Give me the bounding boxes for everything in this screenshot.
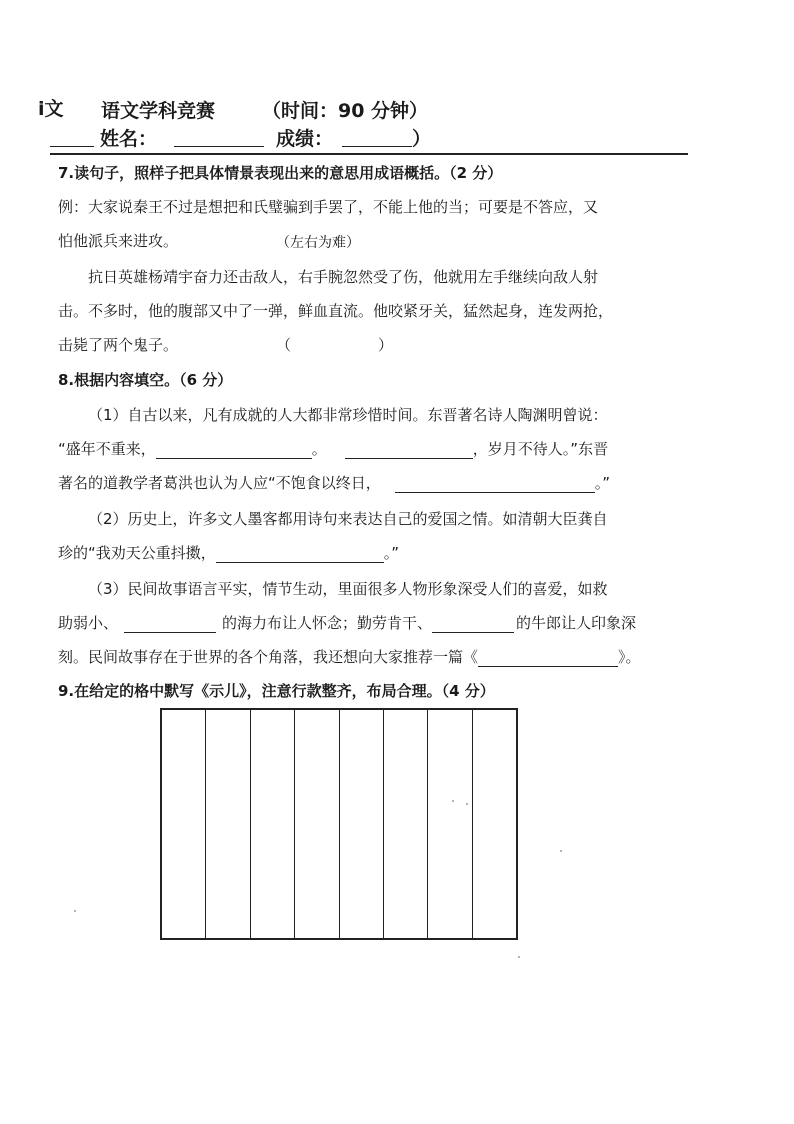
name-label: 姓名：: [100, 128, 158, 150]
scan-speck: [452, 800, 454, 802]
q8-blank-7[interactable]: [478, 648, 618, 667]
q7-para-line1: 抗日英雄杨靖宇奋力还击敌人，右手腕忽然受了伤，他就用左手继续向敌人射: [88, 268, 599, 286]
grid-column[interactable]: [384, 710, 428, 938]
scan-speck: [74, 910, 76, 912]
q8-p3-line2-a: 助弱小、: [58, 614, 119, 632]
q7-para-line2: 击。不多时，他的腹部又中了一弹，鲜血直流。他咬紧牙关，猛然起身，连发两抢，: [58, 302, 614, 320]
q7-example-answer: （左右为难）: [276, 235, 360, 251]
q8-title: 8.根据内容填空。（6 分）: [58, 371, 233, 389]
q8-p1-line3-a: 著名的道教学者葛洪也认为人应“不饱食以终日，: [58, 474, 381, 492]
q8-p1-line3-b: 。”: [594, 474, 611, 492]
q7-para-line3: 击毙了两个鬼子。: [58, 336, 179, 354]
grid-column[interactable]: [295, 710, 339, 938]
q8-p1-line2-c: ，岁月不待人。”东晋: [472, 440, 609, 458]
poem-writing-grid: [160, 708, 518, 940]
q8-blank-3[interactable]: [395, 474, 595, 493]
score-blank: [342, 146, 412, 147]
subject-fragment: i文: [38, 98, 64, 120]
q7-title: 7.读句子，照样子把具体情景表现出来的意思用成语概括。（2 分）: [58, 164, 503, 182]
q8-blank-2[interactable]: [345, 440, 473, 459]
exam-title: 语文学科竞赛: [101, 100, 216, 122]
q9-title: 9.在给定的格中默写《示儿》，注意行款整齐，布局合理。（4 分）: [58, 682, 495, 700]
q7-example-line1: 例：大家说秦王不过是想把和氏璧骗到手罢了，不能上他的当；可要是不答应，又: [58, 198, 599, 216]
grid-column[interactable]: [251, 710, 295, 938]
time-note: （时间：90 分钟）: [262, 100, 429, 122]
q7-answer-close: ）: [378, 336, 394, 354]
q7-answer-open: （: [276, 336, 292, 354]
grid-column[interactable]: [162, 710, 206, 938]
q8-blank-4[interactable]: [216, 544, 384, 563]
score-label: 成绩：: [276, 128, 334, 150]
q8-p2-line1: （2）历史上，许多文人墨客都用诗句来表达自己的爱国之情。如清朝大臣龚自: [88, 510, 608, 528]
grid-column[interactable]: [206, 710, 250, 938]
grid-column[interactable]: [428, 710, 472, 938]
q8-p2-line2-a: 珍的“我劝天公重抖擞，: [58, 544, 216, 562]
q8-blank-6[interactable]: [432, 614, 514, 633]
q8-blank-5[interactable]: [124, 614, 216, 633]
name-blank: [174, 146, 264, 147]
grid-column[interactable]: [473, 710, 516, 938]
q8-p1-line2-a: “盛年不重来，: [58, 440, 156, 458]
q8-p3-line1: （3）民间故事语言平实，情节生动，里面很多人物形象深受人们的喜爱，如救: [88, 580, 608, 598]
header-close-paren: ）: [412, 128, 432, 150]
grid-column[interactable]: [340, 710, 384, 938]
q7-example-line2: 怕他派兵来进攻。: [58, 232, 179, 250]
q8-p1-line2-b: 。: [311, 440, 327, 458]
q8-p1-line1: （1）自古以来，凡有成就的人大都非常珍惜时间。东晋著名诗人陶渊明曾说：: [88, 406, 608, 424]
scan-speck: [560, 850, 562, 852]
class-blank: [50, 146, 94, 147]
q8-p3-line2-c: 的牛郎让人印象深: [516, 614, 637, 632]
q8-p3-line2-b: 的海力布让人怀念；勤劳肯干、: [222, 614, 433, 632]
q8-p3-line3-a: 刻。民间故事存在于世界的各个角落，我还想向大家推荐一篇《: [58, 648, 479, 666]
scan-speck: [518, 956, 520, 958]
header-rule: [50, 153, 688, 155]
q8-p2-line2-b: 。”: [383, 544, 400, 562]
q8-blank-1[interactable]: [156, 440, 312, 459]
scan-speck: [466, 803, 468, 805]
q8-p3-line3-b: 》。: [618, 648, 641, 666]
